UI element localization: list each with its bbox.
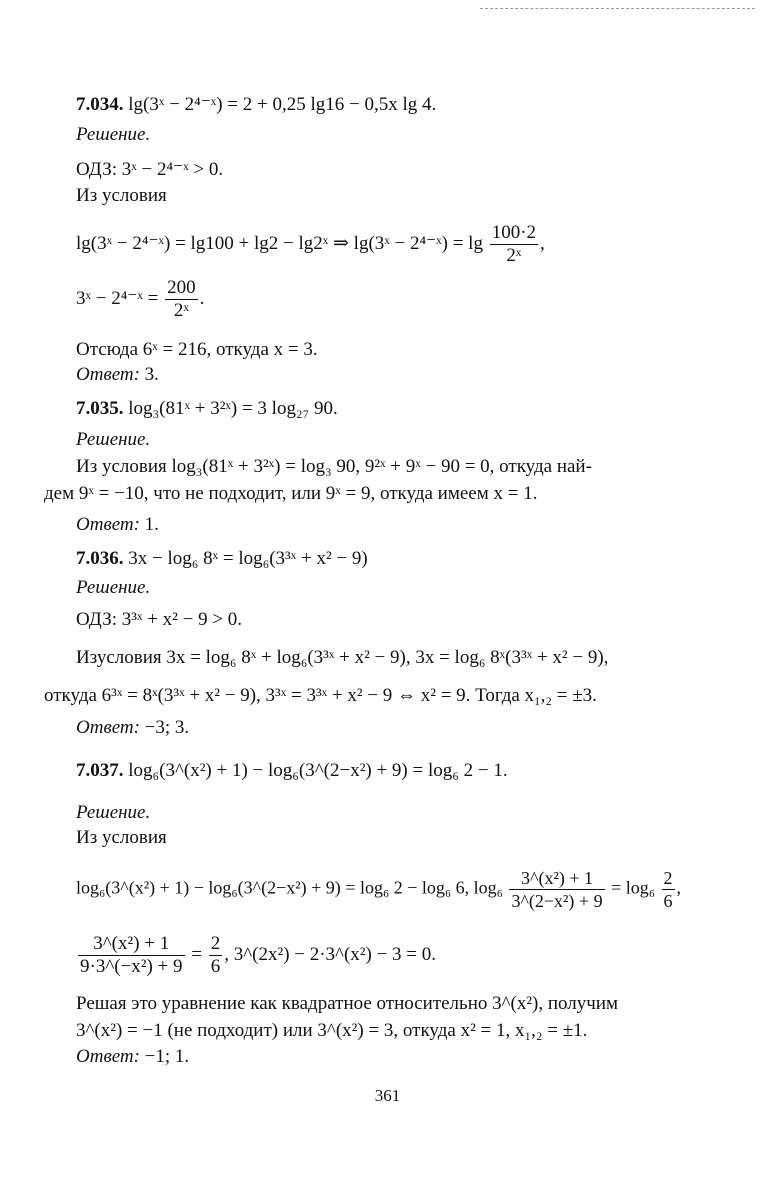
fraction	[209, 933, 223, 978]
from-condition-label: Из условия	[76, 185, 167, 206]
numerator: 3^(x²) + 1	[78, 933, 185, 956]
problem-7-037-statement	[76, 759, 508, 783]
text-line: Из условия log₃(81ˣ + 3²ˣ) = log₃ 90, 9²ˣ + 9ˣ − 90 = 0, откуда най-	[76, 456, 592, 477]
page-number: 361	[374, 1086, 401, 1105]
answer-label: Ответ:	[76, 364, 140, 385]
answer-line	[76, 716, 189, 740]
problem-number: 7.035.	[76, 398, 124, 419]
text-line: Решая это уравнение как квадратное относительно 3^(x²), получим	[76, 993, 619, 1014]
answer-label: Ответ:	[76, 717, 140, 738]
denominator: 2ˣ	[173, 300, 189, 321]
fraction	[662, 867, 675, 912]
problem-equation: 3x − log₆ 8ˣ = log₆(3³ˣ + x² − 9)	[128, 548, 368, 569]
result-line: Отсюда 6ˣ = 216, откуда x = 3.	[76, 339, 318, 360]
solution-label: Решение.	[76, 124, 151, 145]
numerator: 3^(x²) + 1	[509, 867, 604, 890]
text-line: откуда 6³ˣ = 8ˣ(3³ˣ + x² − 9), 3³ˣ = 3³ˣ + x² − 9 ⇔ x² = 9. Тогда x₁,₂ = ±3.	[44, 685, 597, 706]
solution-label: Решение.	[76, 577, 151, 598]
fraction	[78, 933, 185, 978]
odz-label: ОДЗ:	[76, 609, 118, 630]
equation-line: log₆(3^(x²) + 1) − log₆(3^(2−x²) + 9) = log₆ 2 − log₆ 6, log₆ $\frac{\text{3\textasciicircum{}(x²) + 1}}{\text{3\textasciicircum{}(2−x²) + 9}}$ = log₆ $\frac{2}{6}$ ,	[76, 868, 682, 911]
equation-text: log₆	[473, 877, 503, 898]
solution-label: Решение.	[76, 429, 151, 450]
problem-7-036-statement	[76, 547, 368, 571]
answer-label: Ответ:	[76, 1046, 140, 1067]
problem-number: 7.036.	[76, 548, 124, 569]
equation-text: , 3^(2x²) − 2·3^(x²) − 3 = 0.	[224, 943, 437, 965]
solution-label: Решение.	[76, 802, 151, 823]
fraction	[165, 277, 198, 322]
numerator: 100·2	[491, 222, 537, 243]
answer-line	[76, 513, 159, 537]
problem-number: 7.034.	[76, 94, 124, 115]
answer-value: 3.	[144, 364, 159, 385]
fraction	[509, 867, 604, 912]
problem-equation: log₃(81ˣ + 3²ˣ) = 3 log₂₇ 90.	[128, 398, 338, 419]
equation-text: lg(3ˣ − 2⁴⁻ˣ) = lg100 + lg2 − lg2ˣ ⇒ lg(3ˣ − 2⁴⁻ˣ) = lg	[76, 232, 483, 254]
answer-line	[76, 1045, 189, 1069]
equation-text: =	[191, 943, 202, 965]
text-line: дем 9ˣ = −10, что не подходит, или 9ˣ = 9, откуда имеем x = 1.	[44, 483, 538, 504]
answer-value: −1; 1.	[144, 1046, 190, 1067]
answer-value: −3; 3.	[144, 717, 190, 738]
fraction	[490, 222, 538, 267]
problem-7-035-statement	[76, 397, 338, 421]
text-line: 3^(x²) = −1 (не подходит) или 3^(x²) = 3, откуда x² = 1, x₁,₂ = ±1.	[76, 1020, 588, 1041]
denominator: 3^(2−x²) + 9	[511, 891, 603, 911]
numerator: 2	[663, 868, 673, 888]
odz-condition: 3³ˣ + x² − 9 > 0.	[121, 609, 243, 630]
answer-label: Ответ:	[76, 514, 140, 535]
problem-equation: log₆(3^(x²) + 1) − log₆(3^(2−x²) + 9) = log₆ 2 − 1.	[128, 760, 508, 781]
from-condition-label: Из условия	[76, 827, 167, 848]
denominator: 9·3^(−x²) + 9	[80, 956, 183, 977]
equation-text: log₆(3^(x²) + 1) − log₆(3^(2−x²) + 9) = log₆ 2 − log₆ 6,	[76, 877, 470, 898]
equation-line: lg(3ˣ − 2⁴⁻ˣ) = lg100 + lg2 − lg2ˣ ⇒ lg(3ˣ − 2⁴⁻ˣ) = lg $\frac{100\cdot 2}{\text{2ˣ}}$ ,	[76, 222, 545, 266]
equation-text: = log₆	[611, 877, 656, 898]
odz-label: ОДЗ:	[76, 159, 118, 180]
answer-line	[76, 363, 159, 387]
problem-equation: lg(3ˣ − 2⁴⁻ˣ) = 2 + 0,25 lg16 − 0,5x lg 4.	[128, 94, 437, 115]
odz-line	[76, 158, 223, 182]
odz-condition: 3ˣ − 2⁴⁻ˣ > 0.	[121, 159, 224, 180]
numerator: 2	[210, 933, 221, 954]
equation-text: 3ˣ − 2⁴⁻ˣ =	[76, 287, 159, 309]
numerator: 200	[167, 277, 196, 298]
denominator: 2ˣ	[506, 245, 522, 266]
equation-line	[76, 933, 436, 978]
odz-line	[76, 608, 242, 632]
denominator: 6	[663, 891, 673, 911]
equation-line: 3ˣ − 2⁴⁻ˣ = $\frac{200}{\text{2ˣ}}$ .	[76, 277, 205, 321]
text-line: Изусловия 3x = log₆ 8ˣ + log₆(3³ˣ + x² − 9), 3x = log₆ 8ˣ(3³ˣ + x² − 9),	[76, 647, 609, 668]
problem-7-034-statement	[76, 93, 436, 117]
denominator: 6	[210, 956, 221, 977]
answer-value: 1.	[144, 514, 159, 535]
problem-number: 7.037.	[76, 760, 124, 781]
